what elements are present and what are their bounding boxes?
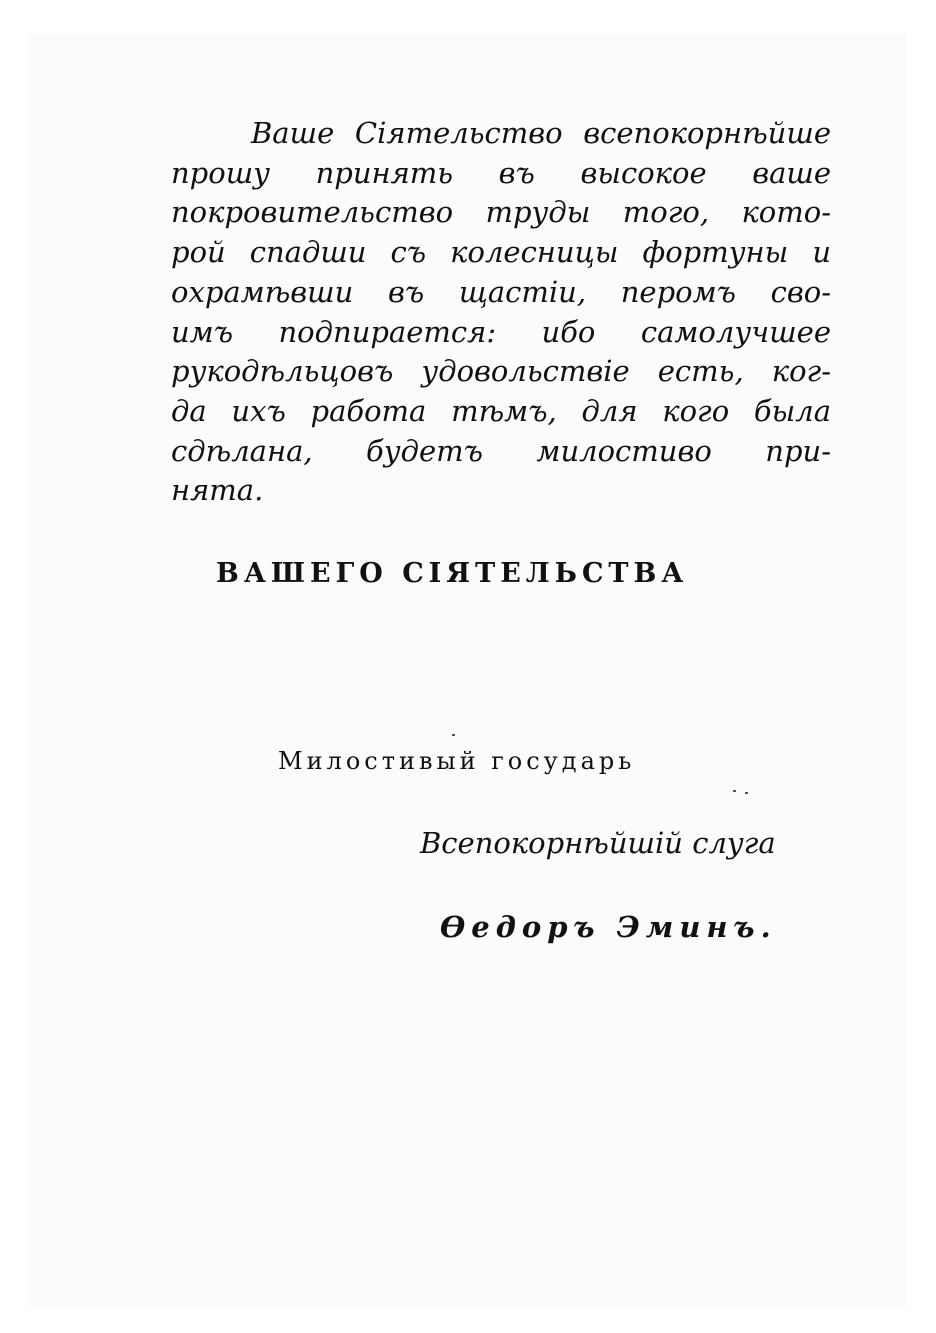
- paragraph-line: покровительство труды того, кото-: [171, 195, 831, 230]
- paragraph-line: рукодѣльцовъ удовольствіе есть, ког-: [171, 354, 831, 389]
- paragraph-line: Ваше Сіятельство всепокорнѣйше: [251, 116, 831, 150]
- print-speck: [733, 790, 736, 792]
- book-page: [28, 34, 906, 1308]
- paragraph-line: сдѣлана, будетъ милостиво при-: [171, 433, 831, 468]
- salutation: Милостивый государь: [278, 747, 636, 775]
- paragraph-line: охрамѣвши въ щастіи, перомъ сво-: [171, 274, 831, 309]
- paragraph-line: рой спадши съ колесницы фортуны и: [171, 235, 831, 270]
- paragraph-line: имъ подпирается: ибо самолучшее: [171, 314, 831, 349]
- dedication-paragraph: [171, 114, 831, 511]
- servant-line: Всепокорнѣйшій слуга: [420, 826, 776, 860]
- print-speck: [745, 792, 748, 794]
- print-speck: [452, 734, 455, 736]
- paragraph-line: да ихъ работа тѣмъ, для кого была: [171, 393, 831, 428]
- paragraph-line: нята.: [171, 473, 264, 508]
- honorific-title: ВАШЕГО СІЯТЕЛЬСТВА: [216, 558, 689, 589]
- paragraph-line: прошу принять въ высокое ваше: [171, 155, 831, 190]
- author-signature: Ѳедоръ Эминъ.: [440, 910, 777, 944]
